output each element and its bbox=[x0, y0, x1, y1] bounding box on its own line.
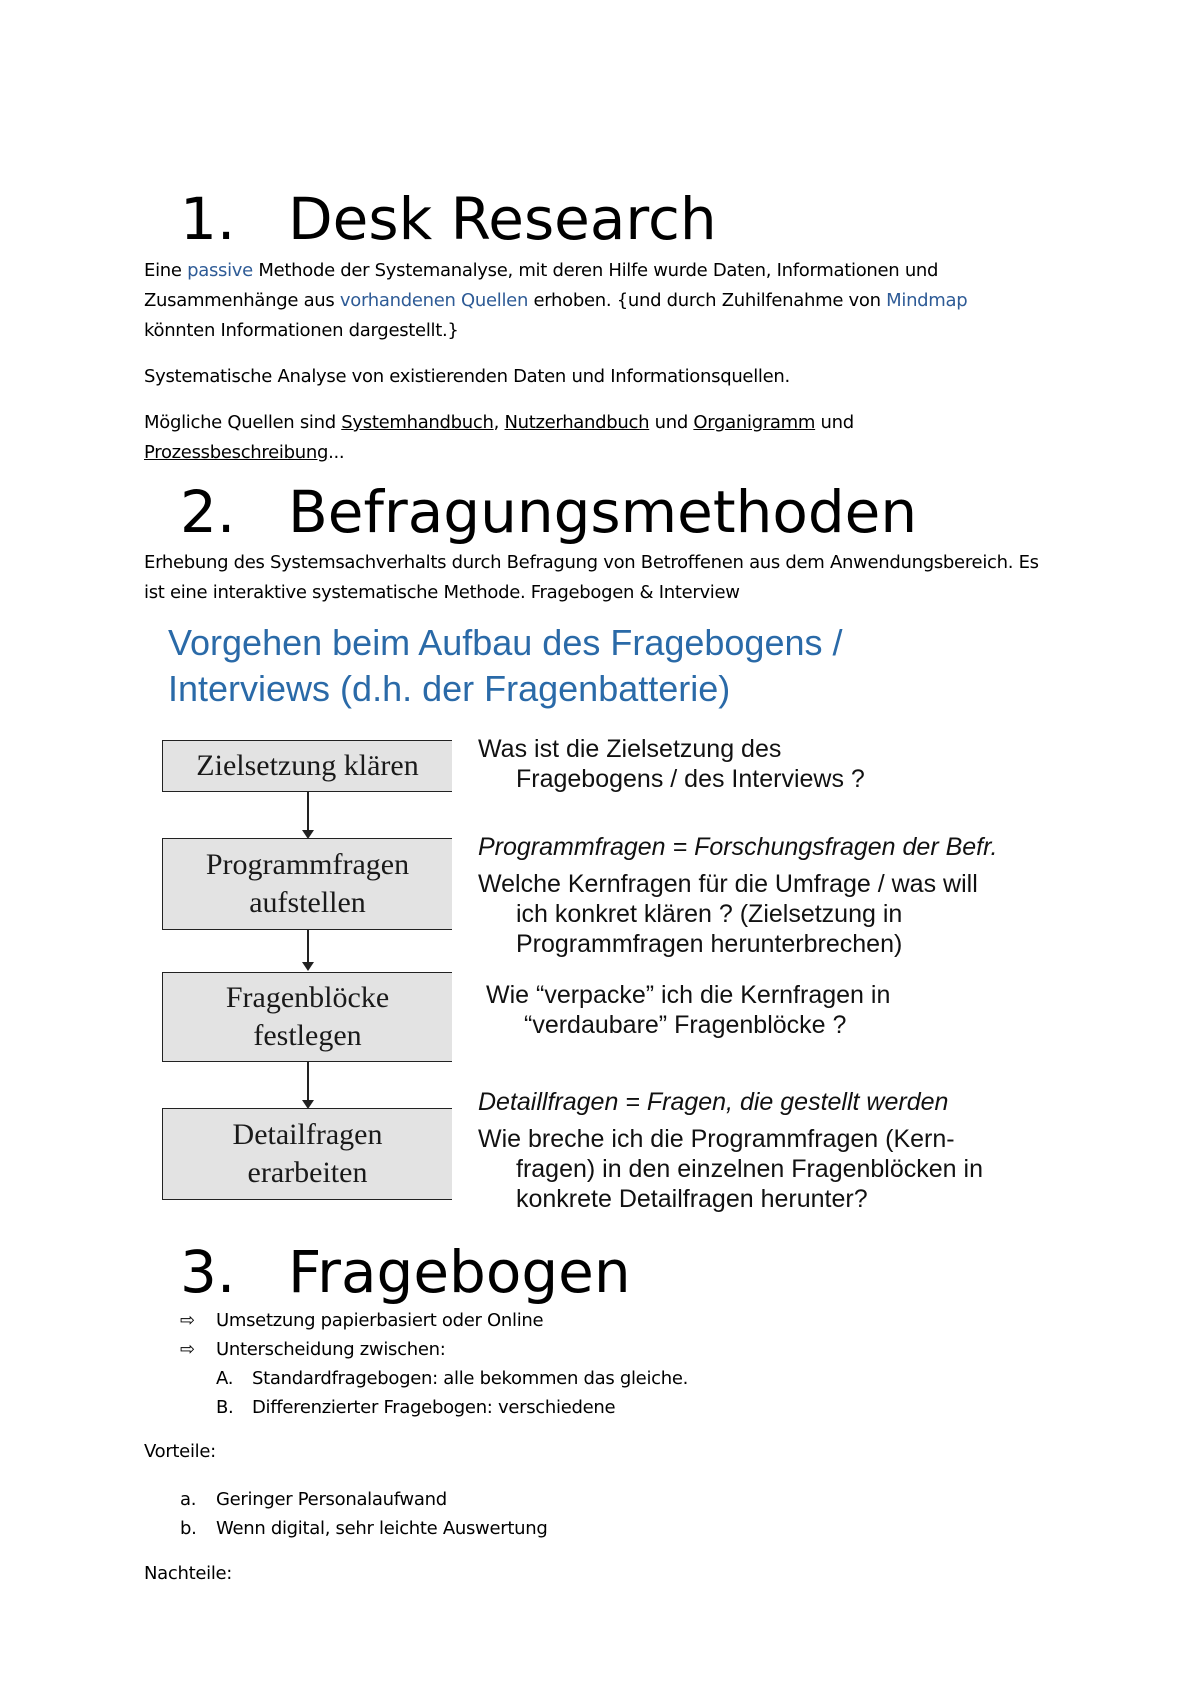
heading-befragungsmethoden bbox=[180, 478, 918, 546]
bullet-text: Unterscheidung zwischen: bbox=[216, 1339, 446, 1360]
text: konkrete Detailfragen herunter? bbox=[516, 1185, 868, 1213]
arrow-right-icon: ⇨ bbox=[180, 1310, 195, 1331]
text: Fragebogens / des Interviews ? bbox=[516, 765, 865, 793]
text: Programmfragen herunterbrechen) bbox=[516, 930, 903, 958]
bullet-text: Umsetzung papierbasiert oder Online bbox=[216, 1310, 544, 1331]
italic-definition: Programmfragen = Forschungsfragen der Befr. bbox=[478, 833, 998, 861]
list-item bbox=[216, 1364, 688, 1393]
arrow-line bbox=[307, 792, 309, 830]
label-vorteile: Vorteile: bbox=[144, 1441, 216, 1462]
list-item bbox=[180, 1485, 447, 1514]
list-marker: b. bbox=[180, 1518, 197, 1539]
arrow-line bbox=[307, 930, 309, 962]
text: erhoben. {und durch Zuhilfenahme von bbox=[528, 290, 887, 311]
step-label: Zielsetzung klären bbox=[196, 749, 419, 782]
figure-title-line: Vorgehen beim Aufbau des Fragebogens / bbox=[168, 622, 843, 663]
list-marker: a. bbox=[180, 1489, 197, 1510]
text: Wie “verpacke” ich die Kernfragen in bbox=[486, 981, 891, 1009]
text: “verdaubare” Fragenblöcke ? bbox=[524, 1011, 847, 1039]
bullet-item bbox=[180, 1335, 445, 1364]
text: Mögliche Quellen sind bbox=[144, 412, 342, 433]
heading-fragebogen bbox=[180, 1238, 631, 1306]
text: Eine bbox=[144, 260, 188, 281]
arrow-line bbox=[307, 1062, 309, 1100]
step-label: Fragenblöcke bbox=[225, 981, 390, 1014]
list-marker: B. bbox=[216, 1397, 234, 1418]
text: Was ist die Zielsetzung des bbox=[478, 735, 782, 763]
heading-title: Desk Research bbox=[288, 185, 717, 253]
text: Welche Kernfragen für die Umfrage / was will bbox=[478, 870, 978, 898]
figure-text-fragenbloecke bbox=[486, 980, 890, 1040]
text: fragen) in den einzelnen Fragenblöcken in bbox=[516, 1155, 983, 1183]
paragraph-desk-research-definition bbox=[144, 256, 1074, 346]
arrow-down-icon bbox=[302, 962, 314, 971]
step-box-detailfragen bbox=[162, 1108, 452, 1200]
bullet-item bbox=[180, 1306, 543, 1335]
step-label: festlegen bbox=[253, 1019, 362, 1052]
text: ich konkret klären ? (Zielsetzung in bbox=[516, 900, 903, 928]
figure-title-line: Interviews (d.h. der Fragenbatterie) bbox=[168, 668, 731, 709]
term-passive: passive bbox=[187, 260, 253, 281]
text: , bbox=[493, 412, 505, 433]
term-quellen: vorhandenen Quellen bbox=[339, 290, 529, 311]
figure-text-programmfragen bbox=[478, 832, 997, 959]
text: und bbox=[815, 412, 854, 433]
heading-number: 3. bbox=[180, 1238, 236, 1306]
step-label: Programmfragen bbox=[205, 848, 410, 881]
text: und bbox=[649, 412, 694, 433]
text: könnten Informationen dargestellt.} bbox=[144, 320, 459, 341]
heading-desk-research bbox=[180, 185, 717, 253]
list-item bbox=[216, 1393, 615, 1422]
term-mindmap: Mindmap bbox=[886, 290, 968, 311]
heading-title: Fragebogen bbox=[288, 1238, 631, 1306]
arrow-right-icon: ⇨ bbox=[180, 1339, 195, 1360]
step-label: Detailfragen bbox=[232, 1118, 383, 1151]
list-item bbox=[180, 1514, 547, 1543]
paragraph-systematic-analysis: Systematische Analyse von existierenden Daten und Informationsquellen. bbox=[144, 366, 790, 387]
paragraph-befragung bbox=[144, 548, 1084, 608]
text: Wie breche ich die Programmfragen (Kern- bbox=[478, 1125, 955, 1153]
list-text: Wenn digital, sehr leichte Auswertung bbox=[216, 1518, 548, 1539]
figure-title bbox=[168, 620, 843, 712]
step-box-programmfragen bbox=[162, 838, 452, 930]
list-text: Differenzierter Fragebogen: verschiedene bbox=[252, 1397, 616, 1418]
list-text: Geringer Personalaufwand bbox=[216, 1489, 447, 1510]
source-prozessbeschreibung: Prozessbeschreibung bbox=[144, 442, 329, 463]
source-nutzerhandbuch: Nutzerhandbuch bbox=[504, 412, 650, 433]
step-box-zielsetzung bbox=[162, 740, 452, 792]
text: ... bbox=[328, 442, 345, 463]
text: Erhebung des Systemsachverhalts durch Befragung von Betroffenen aus dem Anwendungsbereich. Es bbox=[144, 552, 1039, 573]
heading-number: 2. bbox=[180, 478, 236, 546]
label-nachteile: Nachteile: bbox=[144, 1563, 233, 1584]
italic-definition: Detaillfragen = Fragen, die gestellt werden bbox=[478, 1088, 949, 1116]
heading-number: 1. bbox=[180, 185, 236, 253]
list-marker: A. bbox=[216, 1368, 234, 1389]
step-box-fragenbloecke bbox=[162, 972, 452, 1062]
text: Zusammenhänge aus bbox=[144, 290, 340, 311]
paragraph-possible-sources bbox=[144, 408, 1074, 468]
step-label: aufstellen bbox=[249, 886, 366, 919]
figure-text-zielsetzung bbox=[478, 734, 865, 794]
step-label: erarbeiten bbox=[247, 1156, 368, 1189]
heading-title: Befragungsmethoden bbox=[288, 478, 918, 546]
source-organigramm: Organigramm bbox=[693, 412, 816, 433]
text: ist eine interaktive systematische Methode. Fragebogen & Interview bbox=[144, 582, 740, 603]
list-text: Standardfragebogen: alle bekommen das gleiche. bbox=[252, 1368, 689, 1389]
source-systemhandbuch: Systemhandbuch bbox=[341, 412, 494, 433]
figure-text-detailfragen bbox=[478, 1087, 983, 1214]
text: Methode der Systemanalyse, mit deren Hilfe wurde Daten, Informationen und bbox=[252, 260, 939, 281]
